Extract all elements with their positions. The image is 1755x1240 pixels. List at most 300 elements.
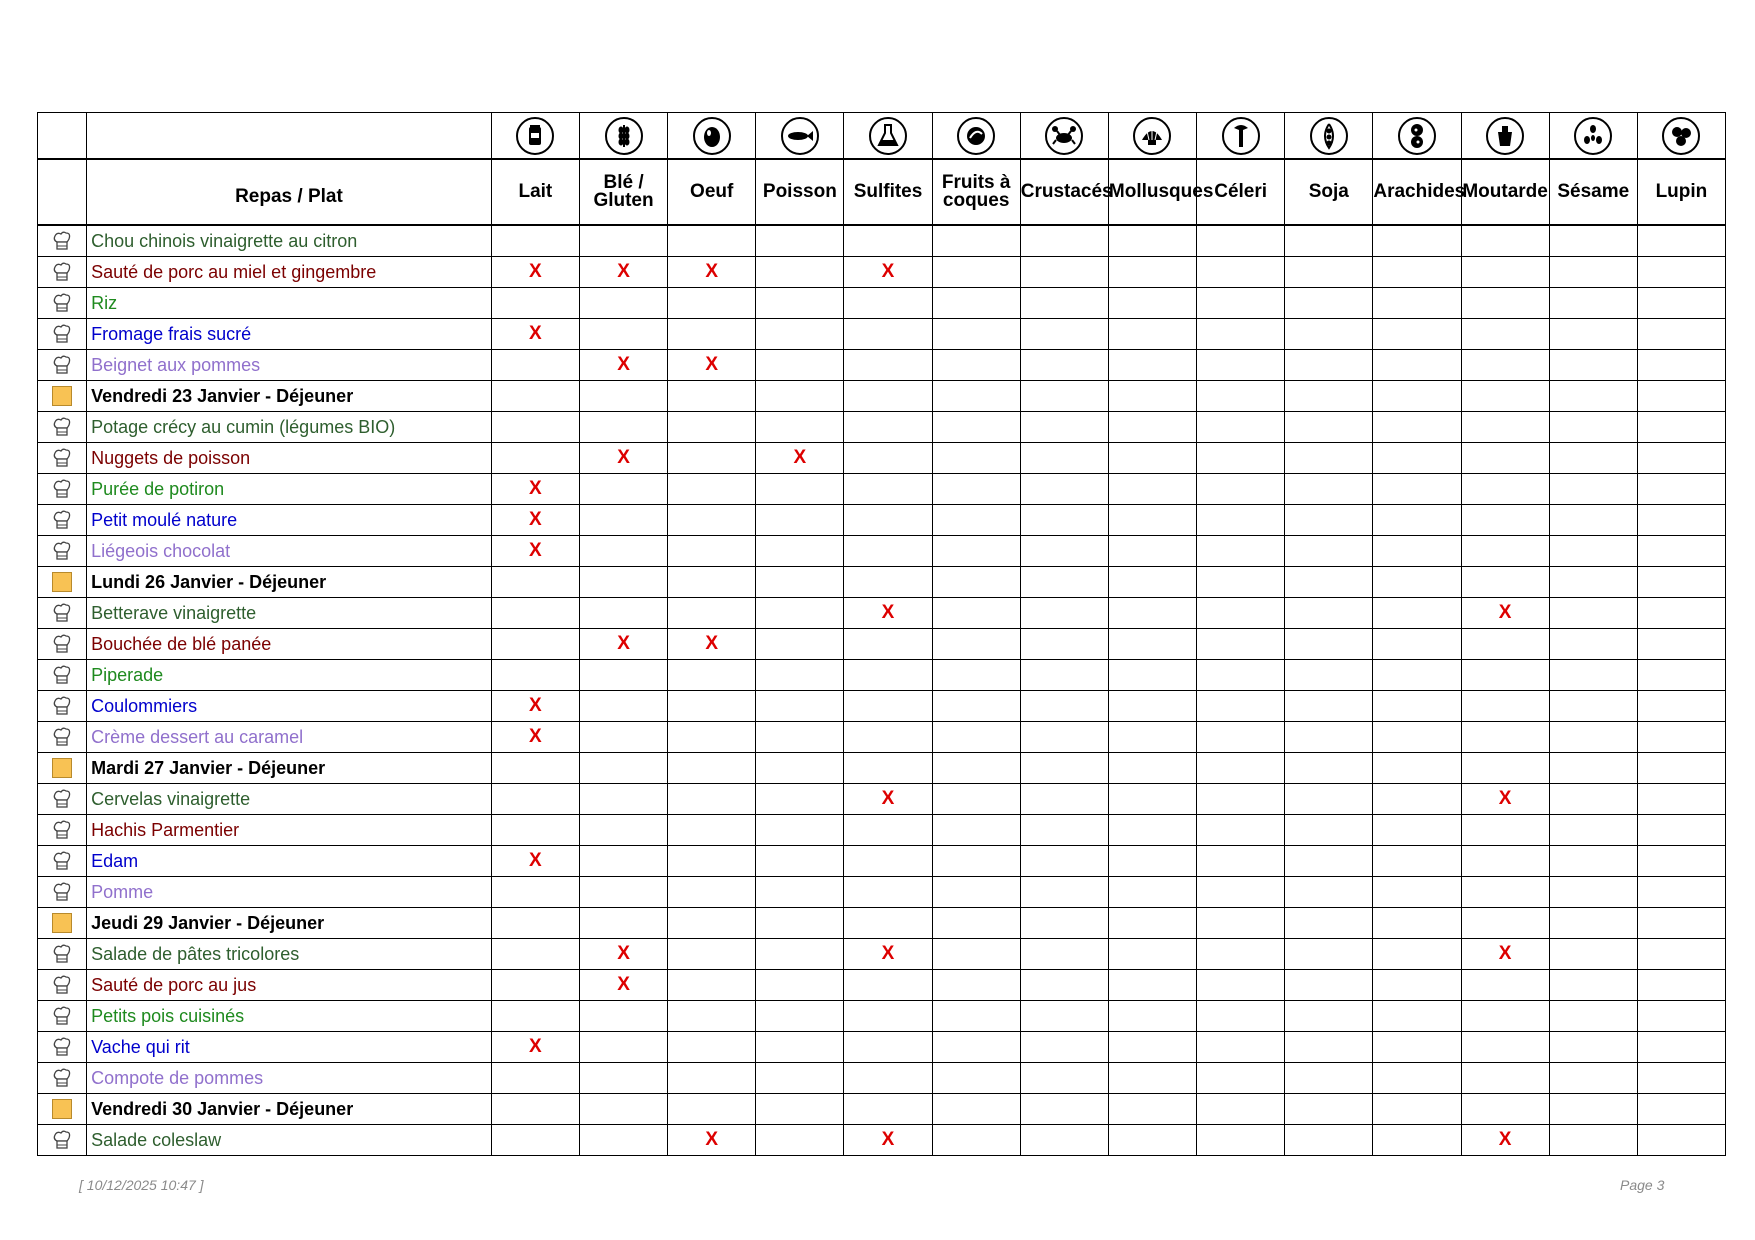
allergen-cell <box>932 722 1020 753</box>
dish-row <box>38 412 1726 443</box>
allergen-cell: X <box>1461 784 1549 815</box>
dish-row <box>38 1125 1726 1156</box>
allergen-cell <box>1549 691 1637 722</box>
row-type-cell <box>38 350 87 381</box>
row-type-cell <box>38 970 87 1001</box>
allergen-cell <box>1285 815 1373 846</box>
allergen-cell <box>756 474 844 505</box>
allergen-cell <box>491 1125 579 1156</box>
chef-hat-icon <box>38 881 86 903</box>
allergen-cell <box>1637 567 1725 598</box>
allergen-cell <box>1020 257 1108 288</box>
allergen-cell <box>1108 1125 1196 1156</box>
allergen-cell <box>1637 629 1725 660</box>
allergen-cell <box>668 660 756 691</box>
allergen-cell <box>579 1001 667 1032</box>
allergen-cell <box>579 1032 667 1063</box>
allergen-cell <box>1108 381 1196 412</box>
allergen-cell <box>579 505 667 536</box>
allergen-cell: X <box>844 257 932 288</box>
dish-row <box>38 722 1726 753</box>
chef-hat-icon <box>38 1005 86 1027</box>
row-type-cell <box>38 846 87 877</box>
allergen-cell <box>1461 567 1549 598</box>
row-type-cell <box>38 939 87 970</box>
allergen-cell <box>1108 257 1196 288</box>
allergen-cell <box>1373 660 1461 691</box>
allergen-cell <box>756 846 844 877</box>
allergen-cell <box>1197 350 1285 381</box>
chef-hat-icon <box>38 416 86 438</box>
allergen-cell <box>756 1001 844 1032</box>
allergen-icon-cell <box>579 113 667 160</box>
allergen-cell <box>1461 257 1549 288</box>
allergen-cell <box>932 1063 1020 1094</box>
allergen-cell <box>932 536 1020 567</box>
dish-name: Fromage frais sucré <box>87 319 492 350</box>
allergen-cell <box>844 908 932 939</box>
allergen-cell <box>1637 474 1725 505</box>
allergen-cell: X <box>668 350 756 381</box>
allergen-cell <box>1637 443 1725 474</box>
allergen-icon-cell <box>932 113 1020 160</box>
allergen-column-header: Céleri <box>1197 159 1285 225</box>
allergen-cell <box>1285 1094 1373 1125</box>
allergen-cell <box>1373 381 1461 412</box>
type-column-header <box>38 159 87 225</box>
allergen-cell <box>844 474 932 505</box>
allergen-cell <box>579 381 667 412</box>
allergen-cell <box>491 939 579 970</box>
allergen-cell <box>1373 939 1461 970</box>
allergen-cell <box>668 815 756 846</box>
day-marker-icon <box>52 758 72 778</box>
allergen-cell <box>1108 1001 1196 1032</box>
allergen-cell <box>1373 722 1461 753</box>
allergen-cell <box>668 970 756 1001</box>
allergen-cell <box>1285 784 1373 815</box>
row-type-cell <box>38 257 87 288</box>
allergen-cell <box>756 598 844 629</box>
chef-hat-icon <box>38 261 86 283</box>
allergen-cell <box>932 567 1020 598</box>
allergen-cell <box>491 1063 579 1094</box>
allergen-cell <box>844 753 932 784</box>
allergen-cell <box>932 1094 1020 1125</box>
allergen-cell <box>1461 722 1549 753</box>
chef-hat-icon <box>38 695 86 717</box>
chef-hat-icon <box>38 788 86 810</box>
nut-icon <box>933 116 1020 156</box>
allergen-cell <box>1197 722 1285 753</box>
allergen-cell <box>1373 1094 1461 1125</box>
day-title: Lundi 26 Janvier - Déjeuner <box>87 567 492 598</box>
allergen-cell <box>932 784 1020 815</box>
allergen-cell <box>1373 505 1461 536</box>
allergen-cell <box>756 225 844 257</box>
allergen-cell <box>1549 598 1637 629</box>
allergen-cell <box>1461 1063 1549 1094</box>
allergen-cell <box>1020 598 1108 629</box>
allergen-cell <box>1461 536 1549 567</box>
allergen-column-header: Poisson <box>756 159 844 225</box>
allergen-cell <box>1637 225 1725 257</box>
allergen-cell <box>491 381 579 412</box>
allergen-cell <box>579 225 667 257</box>
allergen-cell <box>1020 1032 1108 1063</box>
allergen-cell <box>756 753 844 784</box>
row-type-cell <box>38 412 87 443</box>
allergen-cell <box>1020 288 1108 319</box>
allergen-cell <box>1549 846 1637 877</box>
allergen-cell <box>1373 443 1461 474</box>
allergen-cell <box>932 970 1020 1001</box>
allergen-cell <box>668 1063 756 1094</box>
allergen-cell <box>1285 536 1373 567</box>
allergen-cell <box>579 877 667 908</box>
allergen-cell <box>844 412 932 443</box>
allergen-icon-cell <box>844 113 932 160</box>
allergen-cell <box>1020 846 1108 877</box>
allergen-cell <box>1197 598 1285 629</box>
dish-name: Bouchée de blé panée <box>87 629 492 660</box>
allergen-cell: X <box>579 970 667 1001</box>
day-header-row <box>38 567 1726 598</box>
allergen-column-header: Lupin <box>1637 159 1725 225</box>
allergen-cell <box>579 288 667 319</box>
allergen-cell <box>1197 877 1285 908</box>
dish-row <box>38 629 1726 660</box>
allergen-cell <box>668 784 756 815</box>
row-type-cell <box>38 505 87 536</box>
allergen-cell <box>756 815 844 846</box>
allergen-cell <box>1197 846 1285 877</box>
allergen-label-row <box>38 159 1726 225</box>
allergen-cell <box>1197 288 1285 319</box>
allergen-cell <box>844 629 932 660</box>
allergen-cell <box>1373 350 1461 381</box>
row-type-cell <box>38 629 87 660</box>
allergen-cell <box>1373 257 1461 288</box>
allergen-cell <box>932 1032 1020 1063</box>
day-title: Vendredi 23 Janvier - Déjeuner <box>87 381 492 412</box>
allergen-cell <box>932 939 1020 970</box>
allergen-cell: X <box>491 474 579 505</box>
allergen-cell <box>932 877 1020 908</box>
day-title: Vendredi 30 Janvier - Déjeuner <box>87 1094 492 1125</box>
allergen-icon-cell <box>1197 113 1285 160</box>
allergen-cell: X <box>1461 939 1549 970</box>
allergen-cell <box>1637 1063 1725 1094</box>
allergen-cell <box>844 815 932 846</box>
allergen-cell <box>579 753 667 784</box>
allergen-cell <box>1285 629 1373 660</box>
allergen-cell <box>579 815 667 846</box>
allergen-cell <box>1637 257 1725 288</box>
allergen-cell <box>1020 660 1108 691</box>
shell-icon <box>1109 116 1196 156</box>
allergen-cell <box>1020 1094 1108 1125</box>
allergen-icon-cell <box>491 113 579 160</box>
allergen-cell <box>1197 691 1285 722</box>
allergen-cell: X <box>668 257 756 288</box>
allergen-cell <box>491 970 579 1001</box>
allergen-cell <box>1108 412 1196 443</box>
day-marker-icon <box>52 572 72 592</box>
allergen-cell <box>1373 753 1461 784</box>
allergen-cell <box>1373 225 1461 257</box>
chef-hat-icon <box>38 602 86 624</box>
allergen-cell <box>1020 753 1108 784</box>
allergen-cell <box>1285 412 1373 443</box>
dish-row <box>38 505 1726 536</box>
allergen-cell <box>1020 691 1108 722</box>
dish-name: Cervelas vinaigrette <box>87 784 492 815</box>
allergen-cell <box>1197 443 1285 474</box>
allergen-cell <box>491 225 579 257</box>
row-type-cell <box>38 1094 87 1125</box>
allergen-cell: X <box>756 443 844 474</box>
allergen-cell <box>844 505 932 536</box>
allergen-cell <box>668 691 756 722</box>
allergen-cell <box>668 225 756 257</box>
row-type-cell <box>38 443 87 474</box>
allergen-cell <box>844 319 932 350</box>
allergen-icon-cell <box>1285 113 1373 160</box>
allergen-cell <box>1108 598 1196 629</box>
allergen-cell: X <box>491 691 579 722</box>
allergen-table <box>37 112 1726 1156</box>
allergen-cell <box>1373 567 1461 598</box>
allergen-cell <box>579 784 667 815</box>
allergen-cell <box>1461 660 1549 691</box>
allergen-cell <box>932 257 1020 288</box>
allergen-cell <box>668 753 756 784</box>
allergen-cell <box>1549 1001 1637 1032</box>
allergen-cell <box>844 660 932 691</box>
chef-hat-icon <box>38 726 86 748</box>
allergen-cell <box>1549 288 1637 319</box>
allergen-cell <box>1461 908 1549 939</box>
allergen-cell <box>1461 381 1549 412</box>
allergen-cell <box>1020 505 1108 536</box>
celery-icon <box>1197 116 1284 156</box>
row-type-cell <box>38 1032 87 1063</box>
allergen-column-header: Sésame <box>1549 159 1637 225</box>
row-type-cell <box>38 536 87 567</box>
allergen-cell <box>668 846 756 877</box>
dish-row <box>38 1001 1726 1032</box>
soy-icon <box>1285 116 1372 156</box>
allergen-cell <box>1461 629 1549 660</box>
allergen-cell <box>1549 629 1637 660</box>
chef-hat-icon <box>38 633 86 655</box>
row-type-cell <box>38 784 87 815</box>
allergen-column-header: Oeuf <box>668 159 756 225</box>
allergen-cell <box>1285 567 1373 598</box>
allergen-cell <box>1285 1032 1373 1063</box>
row-type-cell <box>38 753 87 784</box>
allergen-cell <box>1197 1001 1285 1032</box>
allergen-cell <box>1108 567 1196 598</box>
allergen-cell <box>1637 722 1725 753</box>
row-type-cell <box>38 1125 87 1156</box>
allergen-cell <box>1197 970 1285 1001</box>
allergen-cell <box>1285 1001 1373 1032</box>
chef-hat-icon <box>38 230 86 252</box>
allergen-cell <box>1020 970 1108 1001</box>
allergen-cell <box>579 536 667 567</box>
allergen-cell <box>1197 474 1285 505</box>
allergen-cell <box>491 598 579 629</box>
allergen-cell <box>1373 598 1461 629</box>
allergen-cell <box>756 1125 844 1156</box>
day-marker-icon <box>52 913 72 933</box>
chef-hat-icon <box>38 323 86 345</box>
allergen-cell: X <box>491 257 579 288</box>
allergen-cell <box>932 288 1020 319</box>
allergen-cell <box>1549 877 1637 908</box>
allergen-cell <box>579 567 667 598</box>
allergen-cell <box>844 722 932 753</box>
allergen-cell <box>1108 1032 1196 1063</box>
allergen-column-header: Sulfites <box>844 159 932 225</box>
allergen-cell: X <box>579 443 667 474</box>
row-type-cell <box>38 225 87 257</box>
allergen-cell <box>1285 225 1373 257</box>
allergen-cell <box>1637 939 1725 970</box>
allergen-cell <box>1549 815 1637 846</box>
allergen-cell <box>1285 288 1373 319</box>
allergen-cell <box>932 474 1020 505</box>
blank-header-cell <box>87 113 492 160</box>
allergen-cell <box>844 970 932 1001</box>
allergen-cell <box>1108 225 1196 257</box>
allergen-cell <box>756 908 844 939</box>
chef-hat-icon <box>38 1036 86 1058</box>
allergen-cell <box>1020 381 1108 412</box>
allergen-cell <box>1020 939 1108 970</box>
allergen-icon-cell <box>668 113 756 160</box>
allergen-cell <box>1549 257 1637 288</box>
allergen-cell <box>756 722 844 753</box>
allergen-cell <box>1285 939 1373 970</box>
allergen-cell <box>491 288 579 319</box>
allergen-cell <box>1637 1125 1725 1156</box>
allergen-cell <box>1020 908 1108 939</box>
allergen-cell <box>491 908 579 939</box>
allergen-column-header: Arachides <box>1373 159 1461 225</box>
allergen-cell <box>1197 505 1285 536</box>
allergen-cell <box>1461 1094 1549 1125</box>
day-title: Jeudi 29 Janvier - Déjeuner <box>87 908 492 939</box>
row-type-cell <box>38 815 87 846</box>
allergen-cell <box>756 350 844 381</box>
chef-hat-icon <box>38 478 86 500</box>
allergen-cell <box>932 629 1020 660</box>
allergen-cell: X <box>491 536 579 567</box>
allergen-cell <box>579 908 667 939</box>
allergen-column-header: Moutarde <box>1461 159 1549 225</box>
allergen-cell <box>1637 1094 1725 1125</box>
allergen-cell <box>668 567 756 598</box>
allergen-cell <box>1108 536 1196 567</box>
allergen-cell <box>1285 691 1373 722</box>
allergen-cell: X <box>1461 1125 1549 1156</box>
row-type-cell <box>38 908 87 939</box>
page-number: Page 3 <box>1620 1177 1665 1193</box>
allergen-cell <box>1108 877 1196 908</box>
allergen-cell <box>1637 970 1725 1001</box>
allergen-cell <box>844 350 932 381</box>
allergen-cell <box>1549 567 1637 598</box>
dish-name: Potage crécy au cumin (légumes BIO) <box>87 412 492 443</box>
dish-name: Sauté de porc au miel et gingembre <box>87 257 492 288</box>
allergen-cell <box>932 660 1020 691</box>
allergen-cell <box>1637 288 1725 319</box>
allergen-cell <box>1637 412 1725 443</box>
allergen-cell <box>1285 474 1373 505</box>
chef-hat-icon <box>38 974 86 996</box>
allergen-cell <box>1285 319 1373 350</box>
allergen-cell <box>1108 908 1196 939</box>
menu-rows <box>38 225 1726 1156</box>
chef-hat-icon <box>38 850 86 872</box>
allergen-cell <box>1637 908 1725 939</box>
allergen-cell: X <box>844 1125 932 1156</box>
dish-name: Petit moulé nature <box>87 505 492 536</box>
allergen-cell <box>1549 970 1637 1001</box>
allergen-cell <box>1637 877 1725 908</box>
allergen-cell <box>1285 257 1373 288</box>
allergen-cell <box>579 660 667 691</box>
allergen-cell <box>844 1063 932 1094</box>
allergen-cell <box>1285 443 1373 474</box>
allergen-cell <box>579 1094 667 1125</box>
allergen-cell <box>756 629 844 660</box>
allergen-cell <box>844 1032 932 1063</box>
allergen-cell <box>1020 784 1108 815</box>
allergen-cell <box>932 350 1020 381</box>
allergen-cell <box>932 443 1020 474</box>
allergen-cell <box>1461 319 1549 350</box>
chef-hat-icon <box>38 943 86 965</box>
allergen-cell <box>1637 350 1725 381</box>
allergen-cell <box>579 1063 667 1094</box>
allergen-cell <box>1461 288 1549 319</box>
allergen-column-header: Mollusques <box>1108 159 1196 225</box>
milk-icon <box>492 116 579 156</box>
peanut-icon <box>1373 116 1460 156</box>
allergen-cell <box>668 412 756 443</box>
allergen-cell <box>932 815 1020 846</box>
dish-row <box>38 443 1726 474</box>
allergen-icon-row <box>38 113 1726 160</box>
allergen-icon-cell <box>756 113 844 160</box>
allergen-cell <box>844 567 932 598</box>
allergen-cell <box>1285 877 1373 908</box>
allergen-cell <box>1285 1063 1373 1094</box>
allergen-cell <box>756 660 844 691</box>
allergen-cell <box>491 1001 579 1032</box>
dish-row <box>38 877 1726 908</box>
allergen-cell <box>932 691 1020 722</box>
dish-name: Hachis Parmentier <box>87 815 492 846</box>
allergen-column-header: Soja <box>1285 159 1373 225</box>
allergen-cell: X <box>579 257 667 288</box>
allergen-cell <box>1549 722 1637 753</box>
allergen-cell <box>844 381 932 412</box>
